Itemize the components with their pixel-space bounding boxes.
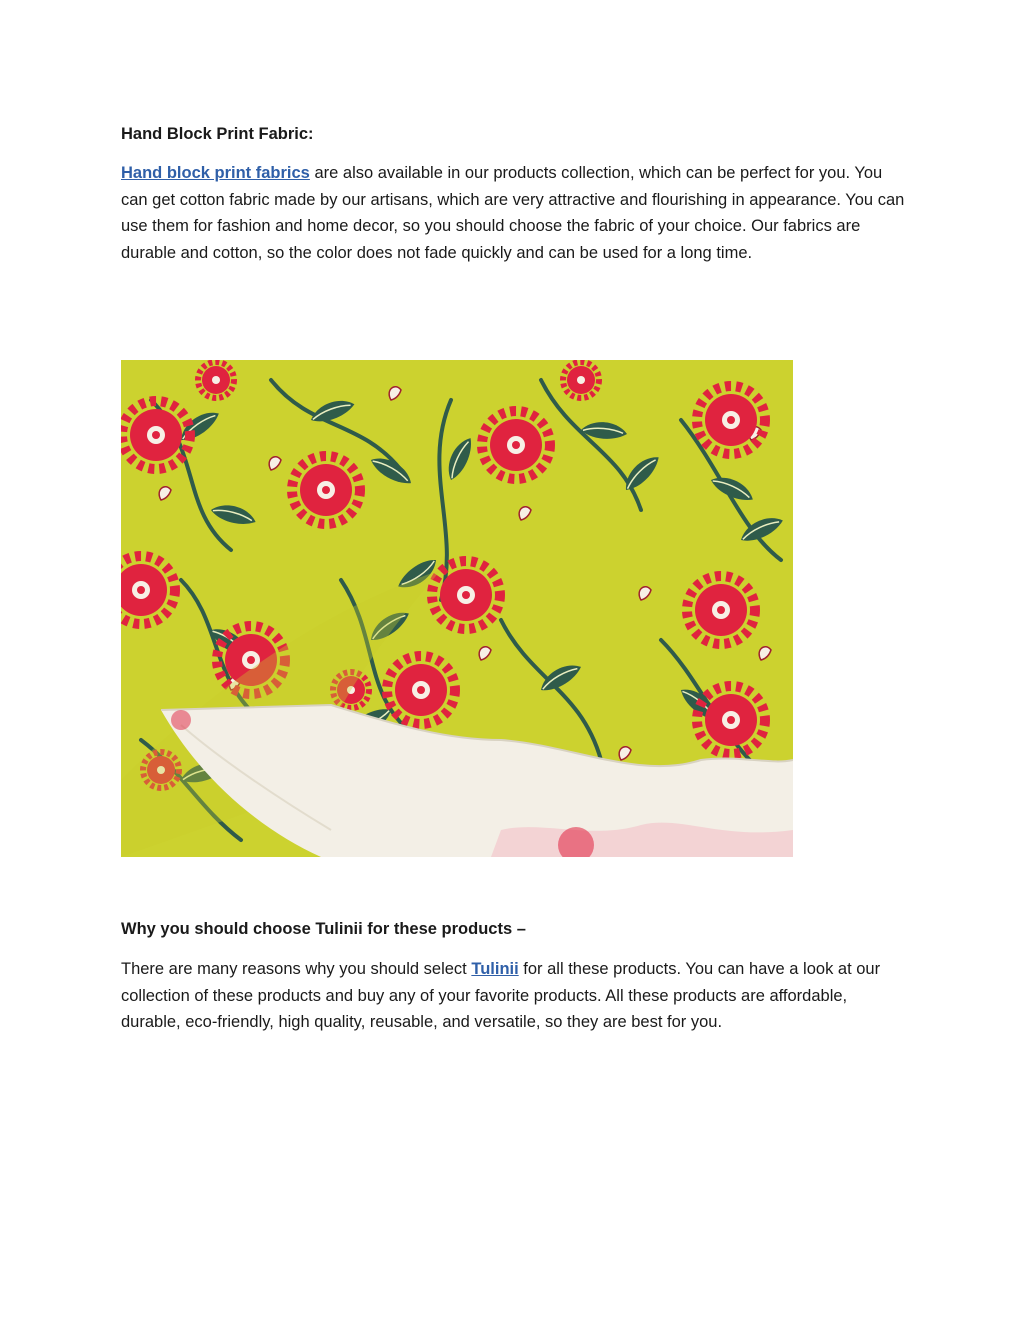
section-heading-block-print: Hand Block Print Fabric:: [121, 125, 314, 143]
paragraph-why-tulinii-text-after: for all these products. You can have a look at our collection of these products and buy any of your favorite products. All these products are affordable, durable, eco-friendly, high quality, reusable, and versatile, so they are best for you.: [121, 960, 881, 1031]
paragraph-why-tulinii: [121, 956, 911, 1036]
block-print-fabric-photo: [121, 360, 793, 857]
section-heading-why-tulinii: Why you should choose Tulinii for these products –: [121, 920, 526, 938]
fabric-image: [121, 360, 793, 857]
paragraph-why-tulinii-text-before: There are many reasons why you should select: [121, 960, 472, 978]
hand-block-print-fabrics-link[interactable]: Hand block print fabrics: [121, 164, 310, 182]
tulinii-link[interactable]: Tulinii: [471, 960, 519, 978]
paragraph-block-print: [121, 160, 911, 266]
paragraph-block-print-text: are also available in our products collection, which can be perfect for you. You can get cotton fabric made by our artisans, which are very attractive and flourishing in appearance. You can use them for fashion and home decor, so you should choose the fabric of your choice. Our fabrics are durable and cotton, so the color does not fade quickly and can be used for a long time.: [121, 164, 905, 262]
